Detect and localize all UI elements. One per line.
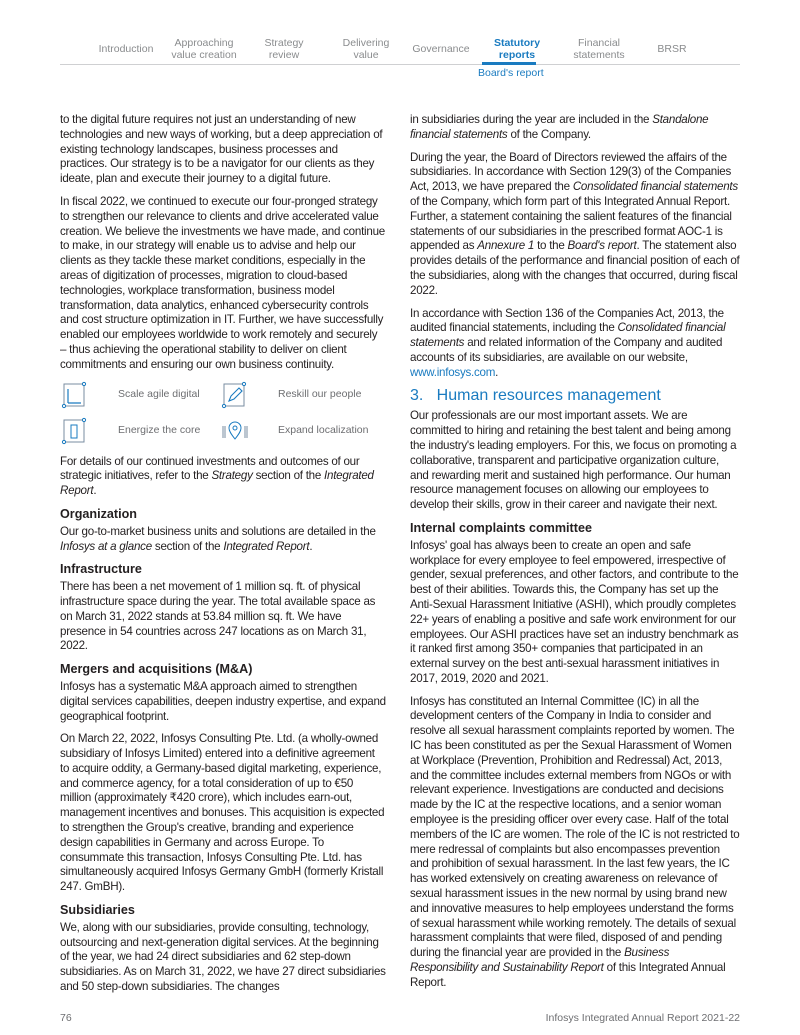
chart-axes-icon: [60, 381, 90, 409]
pillar-label: Energize the core: [118, 424, 201, 437]
heading-internal-complaints-committee: Internal complaints committee: [410, 520, 592, 535]
nav-divider: [60, 64, 740, 65]
text-run: In fiscal 2022, we continued to execute our four-pronged strategy to strengthen our relevance to clients and drive accelerated value creation. We believe the investments we have made, and continue to make, in our strategy will enable us to advise and help our clients as they tackle these market conditions, especially in the areas of digitization of processes, migration to cloud-based technologies, workplace transformation, business model transformation, data analytics, enhanced cybersecurity controls and cost structure optimization in IT. Further, we have successfully enabled our employees worldwide to work remotely and securely – thus achieving the operational stability to deliver on client commitments and ensuring our own business continuity.: [60, 194, 385, 371]
italic-reference: Business Responsibility and Sustainability Report: [410, 946, 670, 975]
strategy-pillars: [60, 381, 386, 445]
pillar-label: Expand localization: [278, 424, 369, 437]
website-link[interactable]: www.infosys.com: [410, 365, 496, 379]
text-run: to the digital future requires not just an understanding of new technologies and new ways of working, but a deep appreciation of existing technology landscapes, business processes and practices. Our strategy is to be a navigator for our clients as they ideate, plan and execute their journey to a digital future.: [60, 113, 383, 186]
text-run: of the Company, which form part of this Integrated Annual Report. Further, a statement containing the salient features of the financial statements of our subsidiaries in the prescribed format AOC-1 is appended as: [410, 194, 732, 253]
pillar-energize-the-core: [60, 417, 220, 445]
paragraph: [60, 580, 386, 654]
italic-reference: Integrated Report: [223, 539, 310, 553]
heading-mergers-acquisitions: Mergers and acquisitions (M&A): [60, 662, 253, 677]
text-run: Infosys has a systematic M&A approach aimed to strengthen digital services capabilities, deepen industry expertise, and expand geographical footprint.: [60, 679, 386, 723]
italic-reference: Strategy: [211, 469, 253, 483]
paragraph: [410, 409, 740, 513]
text-run: section of the: [252, 469, 325, 483]
paragraph: [410, 695, 740, 991]
paragraph: [410, 113, 740, 143]
right-column: [410, 113, 740, 999]
nav-delivering-value[interactable]: Delivering value: [342, 37, 390, 61]
text-run: Infosys has constituted an Internal Committee (IC) in all the development centers of the Company in India to consider and resolve all sexual harassment complaints reported by women. The IC has been constituted as per the Sexual Harassment of Women at Workplace (Prevention, Prohibition and Redressal) Act, 2013, and the committee includes external members from NGOs or with relevant experience. Investigations are conducted and decisions made by the IC at the respective locations, and a senior woman employee is the presiding officer over every case. Half of the total members of the IC are women. The role of the IC is not restricted to mere redressal of complaints but also encompasses prevention and prohibition of sexual harassment. In the last few years, the IC has worked extensively on creating awareness on relevance of sexual harassment issues in the new normal by using brand new and innovative measures to help employees understand the forms of sexual harassment while working remotely. The details of sexual harassment complaints that were filed, disposed of and pending during the financial year are provided in the: [410, 694, 740, 960]
text-run: and related information of the Company and audited accounts of its subsidiaries, are available on our website,: [410, 336, 723, 364]
nav-introduction[interactable]: Introduction: [98, 43, 154, 55]
pillar-reskill-our-people: [220, 381, 380, 409]
text-run: of this Integrated Annual Report.: [410, 961, 726, 989]
text-run: In accordance with Section 136 of the Companies Act, 2013, the audited financial statements, including the: [410, 306, 724, 335]
heading-human-resources-management: 3. Human resources management: [410, 386, 661, 404]
text-run: On March 22, 2022, Infosys Consulting Pte. Ltd. (a wholly-owned subsidiary of Infosys Limited) entered into a definitive agreement to acquire oddity, a Germany-based digital marketing, experience, and commerce agency, for a total consideration of up to €50 million (approximately ₹420 crore), which includes earn-out, management incentives and bonuses. This acquisition is expected to strengthen the Group's creative, branding and experience design capabilities in Germany and across Europe. To consummate this transaction, Infosys Consulting Pte. Ltd. has simultaneously acquired Infosys Germany GmbH (formerly Kristall 247. GmBH).: [60, 732, 385, 894]
paragraph: [60, 732, 386, 895]
italic-reference: Consolidated financial statements: [410, 321, 726, 350]
nav-governance[interactable]: Governance: [412, 43, 470, 55]
paragraph: [60, 455, 386, 499]
paragraph: [60, 113, 386, 187]
italic-reference: Consolidated financial statements: [572, 180, 738, 194]
heading-subsidiaries: Subsidiaries: [60, 903, 135, 918]
paragraph: [60, 921, 386, 995]
pillar-label: Scale agile digital: [118, 388, 200, 401]
nav-statutory-reports[interactable]: Statutory reports: [493, 37, 541, 61]
text-run: .: [495, 365, 499, 379]
pillar-scale-agile-digital: [60, 381, 220, 409]
text-run: to the: [534, 239, 568, 253]
section-nav: [88, 36, 728, 62]
nav-strategy-review[interactable]: Strategy review: [264, 37, 304, 61]
nav-brsr[interactable]: BRSR: [657, 43, 687, 55]
heading-infrastructure: Infrastructure: [60, 562, 142, 577]
text-run: Our go-to-market business units and solutions are detailed in the: [60, 524, 376, 538]
nav-financial-statements[interactable]: Financial statements: [573, 37, 625, 61]
paragraph: [410, 307, 740, 381]
text-run: We, along with our subsidiaries, provide consulting, technology, outsourcing and next-generation digital services. At the beginning of the year, we had 24 direct subsidiaries and 62 step-down subsidiaries. As on March 31, 2022, we have 27 direct subsidiaries and 50 step-down subsidiaries. The changes: [60, 920, 386, 994]
text-run: .: [309, 539, 313, 553]
location-pin-icon: [220, 417, 250, 445]
italic-reference: Infosys at a glance: [60, 539, 152, 553]
page-number: 76: [60, 1012, 72, 1024]
text-run: For details of our continued investments and outcomes of our strategic initiatives, refer to the: [60, 454, 360, 483]
italic-reference: Standalone financial statements: [410, 113, 709, 141]
nav-approaching-value-creation[interactable]: Approaching value creation: [171, 37, 237, 61]
paragraph: [60, 195, 386, 373]
paragraph: [410, 539, 740, 687]
paragraph: [60, 525, 386, 555]
text-run: in subsidiaries during the year are included in the: [410, 113, 653, 126]
italic-reference: Annexure 1: [477, 239, 535, 253]
text-run: .: [93, 484, 97, 498]
active-tab-indicator: [482, 62, 536, 65]
pillar-expand-localization: [220, 417, 380, 445]
text-run: Infosys' goal has always been to create an open and safe workplace for every employee to feel empowered, irrespective of gender, sexual preferences, and other factors, and contribute to the best of their abilities. Towards this, the Company has set up the Anti-Sexual Harassment Initiative (ASHI), which proudly completes 22+ years of enabling a positive and safe work environment for our employees. Our ASHI practices have set an industry benchmark as it ranked first among 350+ companies that participated in an external survey on the best anti-sexual harassment initiatives in 2017, 2019, 2020 and 2021.: [410, 538, 739, 685]
left-column: [60, 113, 386, 1003]
text-run: There has been a net movement of 1 million sq. ft. of physical infrastructure space during the year. The total available space as on March 31, 2022 stands at 53.84 million sq. ft. We have presence in 54 countries across 247 locations as on March 31, 2022.: [60, 580, 376, 653]
paragraph: [60, 680, 386, 724]
text-run: section of the: [151, 539, 224, 553]
core-bar-icon: [60, 417, 90, 445]
paragraph: [410, 151, 740, 299]
sub-nav-boards-report[interactable]: Board's report: [478, 67, 544, 79]
text-run: Our professionals are our most important assets. We are committed to hiring and retaining the best talent and being among the industry's leading employers. For this, we focus on promoting a collaborative, transparent and participative organization culture, and rewarding merit and sustained high performance. Our human resource management focuses on allowing our employees to develop their skills, grow in their career and navigate their next.: [410, 409, 737, 512]
text-run: . The statement also provides details of the performance and financial position of each of the subsidiaries, along with the changes that occurred, during fiscal 2022.: [410, 239, 740, 297]
italic-reference: Board's report: [567, 239, 637, 253]
heading-organization: Organization: [60, 506, 137, 521]
pencil-icon: [220, 381, 250, 409]
footer-title: Infosys Integrated Annual Report 2021-22: [545, 1012, 740, 1024]
text-run: of the Company.: [507, 127, 591, 141]
text-run: During the year, the Board of Directors reviewed the affairs of the subsidiaries. In accordance with Section 129(3) of the Companies Act, 2013, we have prepared the: [410, 150, 732, 194]
italic-reference: Integrated Report: [60, 469, 374, 498]
pillar-label: Reskill our people: [278, 388, 362, 401]
